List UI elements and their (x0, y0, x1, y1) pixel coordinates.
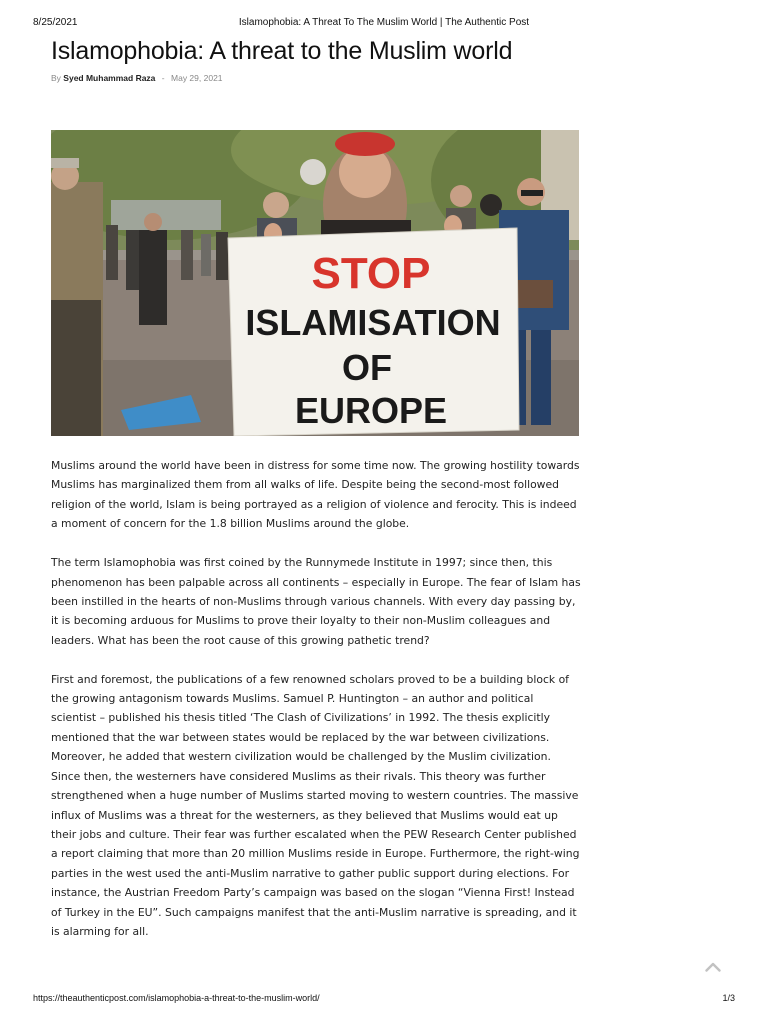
meta-separator: - (161, 73, 165, 83)
article-paragraph: First and foremost, the publications of a few renowned scholars proved to be a building block of the growing antagonism towards Muslims. Samuel P. Huntington – an author and political scientist – published his thesis titled ‘The Clash of Civilizations’ in 1992. The thesis explicitly mentioned that the war between states would be replaced by the war between civilizations. Moreover, he added that western civilization would be challenged by the Muslim civilization. Since then, the westerners have considered Muslims as their rivals. This theory was further strengthened when a huge number of Muslims started moving to western countries. The massive influx of Muslims was a threat for the westerners, as they believed that Muslims would eat up their jobs and culture. Their fear was further escalated when the PEW Research Center published a report claiming that more than 20 million Muslims reside in Europe. Furthermore, the right-wing parties in the west used the anti-Muslim narrative to gather public support during elections. For instance, the Austrian Freedom Party’s campaign was based on the slogan “Vienna First! Instead of Turkey in the EU”. Such campaigns manifest that the anti-Muslim narrative is spreading, and it is alarming for all. (51, 672, 580, 938)
chevron-up-icon (705, 962, 721, 972)
page-number: 1/3 (722, 993, 735, 1003)
article-body (51, 456, 581, 961)
print-header (33, 17, 735, 31)
print-page-title: Islamophobia: A Threat To The Muslim World | The Authentic Post (238, 17, 530, 28)
sign-word-europe: EUROPE (294, 390, 448, 431)
sign-word-stop: STOP (311, 249, 431, 298)
publish-date: May 29, 2021 (171, 73, 223, 83)
sign-word-islamisation: ISLAMISATION (245, 302, 501, 343)
print-footer (33, 993, 735, 1007)
hero-image (51, 130, 579, 436)
article-paragraph: The term Islamophobia was first coined by the Runnymede Institute in 1997; since then, this phenomenon has been palpable across all continents – especially in Europe. The fear of Islam has been instilled in the hearts of non-Muslims through various channels. With every day passing by, it is becoming arduous for Muslims to prove their loyalty to their non-Muslim colleagues and leaders. What has been the root cause of this growing pathetic trend? (51, 556, 581, 647)
article-paragraph: Muslims around the world have been in distress for some time now. The growing hostility towards Muslims has marginalized them from all walks of life. Despite being the second-most followed religion of the world, Islam is being portrayed as a religion of violence and ferocity. This is indeed a moment of concern for the 1.8 billion Muslims around the globe. (51, 459, 580, 531)
article-meta (51, 73, 223, 83)
scroll-to-top-button[interactable] (700, 955, 726, 979)
print-date: 8/25/2021 (33, 17, 78, 28)
sign-word-of: OF (342, 347, 392, 388)
article-title: Islamophobia: A threat to the Muslim world (51, 37, 513, 65)
by-label: By (51, 73, 61, 83)
print-url: https://theauthenticpost.com/islamophobia-a-threat-to-the-muslim-world/ (33, 993, 320, 1003)
author-link[interactable]: Syed Muhammad Raza (63, 73, 156, 83)
